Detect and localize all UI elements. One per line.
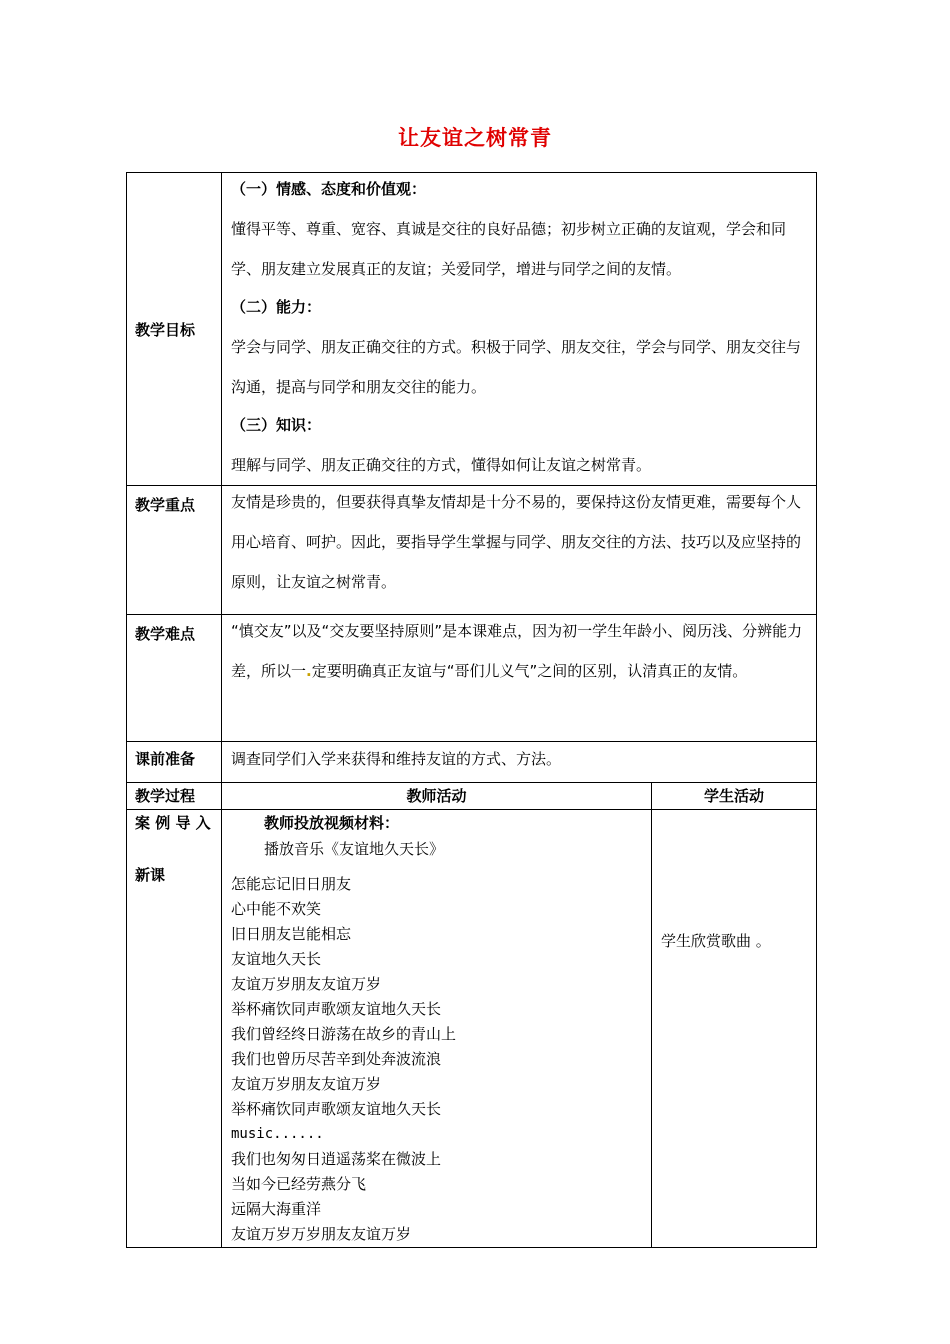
lesson-plan-table	[126, 172, 817, 1248]
difficulties-row	[127, 615, 817, 742]
song-intro: 播放音乐《友谊地久天长》	[264, 840, 445, 858]
lyric-line: 我们也曾历尽苦辛到处奔波流浪	[231, 1050, 442, 1068]
process-header-row	[127, 783, 817, 810]
lyric-line: 我们曾经终日游荡在故乡的青山上	[231, 1025, 457, 1043]
lyric-line: 心中能不欢笑	[231, 900, 322, 918]
lyric-line: 举杯痛饮同声歌颂友谊地久天长	[231, 1000, 442, 1018]
lyric-line: 友谊万岁朋友友谊万岁	[231, 1075, 382, 1093]
case-intro-row	[127, 810, 817, 1248]
lyric-line: 友谊地久天长	[231, 950, 322, 968]
difficulties-label: 教学难点	[127, 615, 222, 742]
lyric-line: music......	[231, 1126, 324, 1142]
difficulties-content	[222, 615, 817, 742]
objectives-content	[222, 173, 817, 486]
process-label: 教学过程	[127, 783, 222, 810]
objectives-text-2: 学会与同学、朋友正确交往的方式。积极于同学、朋友交往，学会与同学、朋友交往与沟通，提高与同学和朋友交往的能力。	[231, 338, 802, 396]
lyric-line: 友谊万岁朋友友谊万岁	[231, 975, 382, 993]
teacher-heading: 教师投放视频材料：	[264, 814, 400, 832]
preparation-text: 调查同学们入学来获得和维持友谊的方式、方法。	[222, 742, 817, 783]
case-intro-teacher-content	[222, 810, 652, 1248]
difficulties-text	[231, 611, 808, 691]
objectives-label: 教学目标	[127, 173, 222, 486]
lyric-line: 举杯痛饮同声歌颂友谊地久天长	[231, 1100, 442, 1118]
preparation-row	[127, 742, 817, 783]
objectives-text-1: 懂得平等、尊重、宽容、真诚是交往的良好品德；初步树立正确的友谊观，学会和同学、朋友建立发展真正的友谊；关爱同学，增进与同学之间的友情。	[231, 220, 787, 278]
key-points-label: 教学重点	[127, 486, 222, 615]
objectives-heading-1: （一）情感、态度和价值观：	[231, 180, 427, 198]
student-activity-text: 学生欣赏歌曲 。	[652, 810, 817, 1248]
key-points-text: 友情是珍贵的，但要获得真挚友情却是十分不易的，要保持这份友情更难，需要每个人用心培育、呵护。因此，要指导学生掌握与同学、朋友交往的方法、技巧以及应坚持的原则，让友谊之树常青。	[231, 493, 802, 591]
objectives-heading-3: （三）知识：	[231, 416, 322, 434]
case-intro-label: 案 例 导 入 新课	[127, 810, 222, 1248]
lyric-line: 远隔大海重洋	[231, 1200, 322, 1218]
key-points-content	[222, 486, 817, 615]
lyric-line: 我们也匆匆日逍遥荡桨在微波上	[231, 1150, 442, 1168]
lyric-line: 友谊万岁万岁朋友友谊万岁	[231, 1225, 412, 1243]
page-title: 让友谊之树常青	[398, 126, 552, 150]
key-points-row	[127, 486, 817, 615]
teacher-activity-header: 教师活动	[222, 783, 652, 810]
objectives-heading-2: （二）能力：	[231, 298, 322, 316]
lyric-line: 旧日朋友岂能相忘	[231, 925, 352, 943]
lyric-line: 怎能忘记旧日朋友	[231, 875, 352, 893]
difficulties-text-before: “慎交友”以及“交友要坚持原则”是本课难点，因为初一学生年龄小、阅历浅、分辨能力差，所以一	[231, 622, 803, 680]
objectives-row	[127, 173, 817, 486]
difficulties-text-after: 定要明确真正友谊与“哥们儿义气”之间的区别，认清真正的友情。	[311, 662, 748, 680]
difficulties-dot: .	[306, 662, 312, 680]
lyric-line: 当如今已经劳燕分飞	[231, 1175, 367, 1193]
objectives-text-3: 理解与同学、朋友正确交往的方式，懂得如何让友谊之树常青。	[231, 456, 652, 474]
student-activity-header: 学生活动	[652, 783, 817, 810]
preparation-label: 课前准备	[127, 742, 222, 783]
